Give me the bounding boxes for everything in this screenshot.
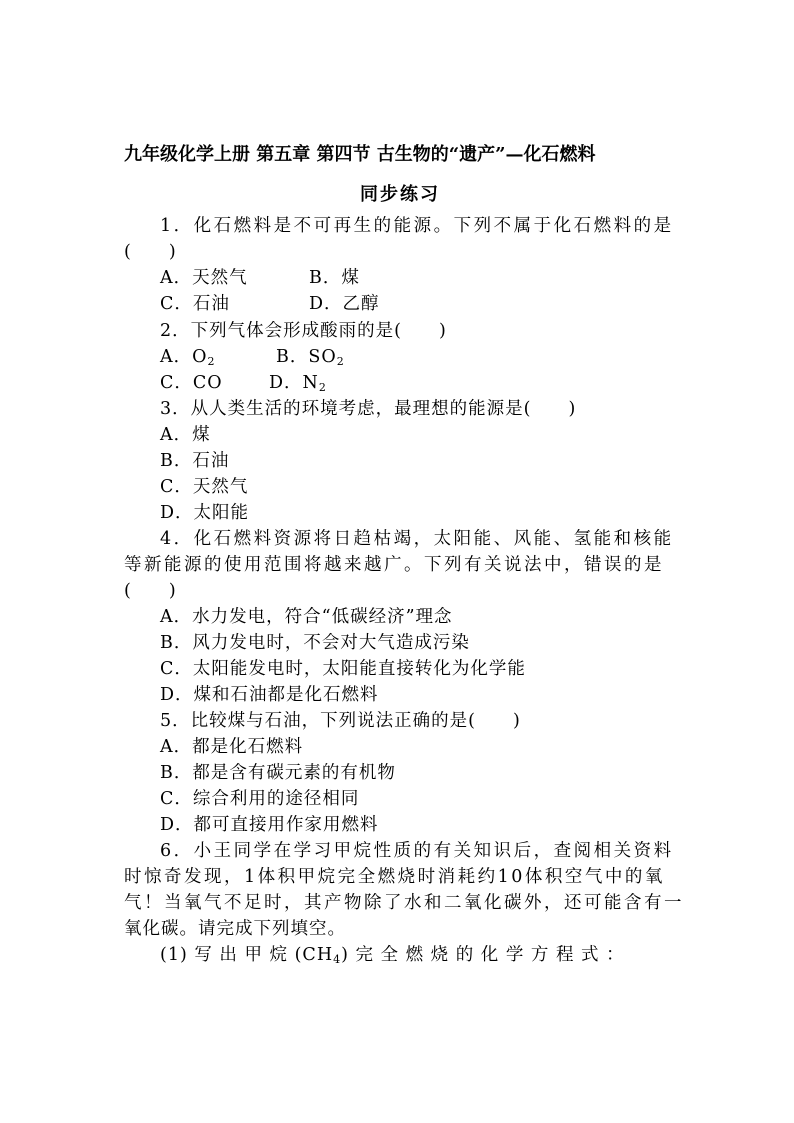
q6-sub1-subscript: 4 [333,953,342,966]
q4-option-c: C．太阳能发电时，太阳能直接转化为化学能 [160,659,526,679]
q1-option-b: B．煤 [309,268,360,288]
q5-option-a: A．都是化石燃料 [160,737,304,757]
q4-stem-line2: 等新能源的使用范围将越来越广。下列有关说法中，错误的是 [124,555,664,575]
q6-sub1-prefix: (1) 写 出 甲 烷 (CH [160,945,334,965]
page-title: 九年级化学上册 第五章 第四节 古生物的“遗产”—化石燃料 [124,144,596,165]
q6-line4: 氧化碳。请完成下列填空。 [124,919,346,939]
q2-stem: 2．下列气体会形成酸雨的是( ) [160,321,447,341]
q2-option-d-subscript: 2 [318,381,327,394]
q5-option-b: B．都是含有碳元素的有机物 [160,763,396,783]
q1-option-d: D．乙醇 [309,294,380,314]
q2-option-d-text: D．N [269,373,319,393]
q2-option-a-text: A．O [160,347,208,367]
q2-option-b-text: B．SO [276,347,337,367]
q5-option-c: C．综合利用的途径相同 [160,789,360,809]
q2-option-a-subscript: 2 [207,355,216,368]
q3-option-b: B．石油 [160,451,230,471]
q6-subquestion-1 [160,942,625,973]
q4-option-b: B．风力发电时，不会对大气造成污染 [160,633,470,653]
q3-option-c: C．天然气 [160,477,249,497]
q1-paren: ( ) [124,242,177,262]
q2-option-c: C．CO [160,373,223,393]
q1-option-c: C．石油 [160,294,230,314]
q3-option-d: D．太阳能 [160,503,250,523]
q3-stem: 3．从人类生活的环境考虑，最理想的能源是( ) [160,399,577,419]
q4-option-a: A．水力发电，符合“低碳经济”理念 [160,607,453,627]
q1-stem: 1．化石燃料是不可再生的能源。下列不属于化石燃料的是 [160,216,674,236]
q5-option-d: D．都可直接用作家用燃料 [160,815,379,835]
q6-sub1-suffix: ) 完 全 燃 烧 的 化 学 方 程 式 ： [341,945,625,965]
q3-option-a: A．煤 [160,425,211,445]
q4-option-d: D．煤和石油都是化石燃料 [160,685,379,705]
q6-line3: 气！当氧气不足时，其产物除了水和二氧化碳外，还可能含有一 [124,893,684,913]
q6-line2: 时惊奇发现，1体积甲烷完全燃烧时消耗约10体积空气中的氧 [124,867,665,887]
q4-stem-line1: 4．化石燃料资源将日趋枯竭，太阳能、风能、氢能和核能 [160,529,674,549]
q6-line1: 6．小王同学在学习甲烷性质的有关知识后，查阅相关资料 [160,841,674,861]
q5-stem: 5．比较煤与石油，下列说法正确的是( ) [160,711,521,731]
q2-option-b-subscript: 2 [336,355,345,368]
page-subtitle: 同步练习 [360,184,440,205]
q4-paren: ( ) [124,581,177,601]
q1-option-a: A．天然气 [160,268,248,288]
